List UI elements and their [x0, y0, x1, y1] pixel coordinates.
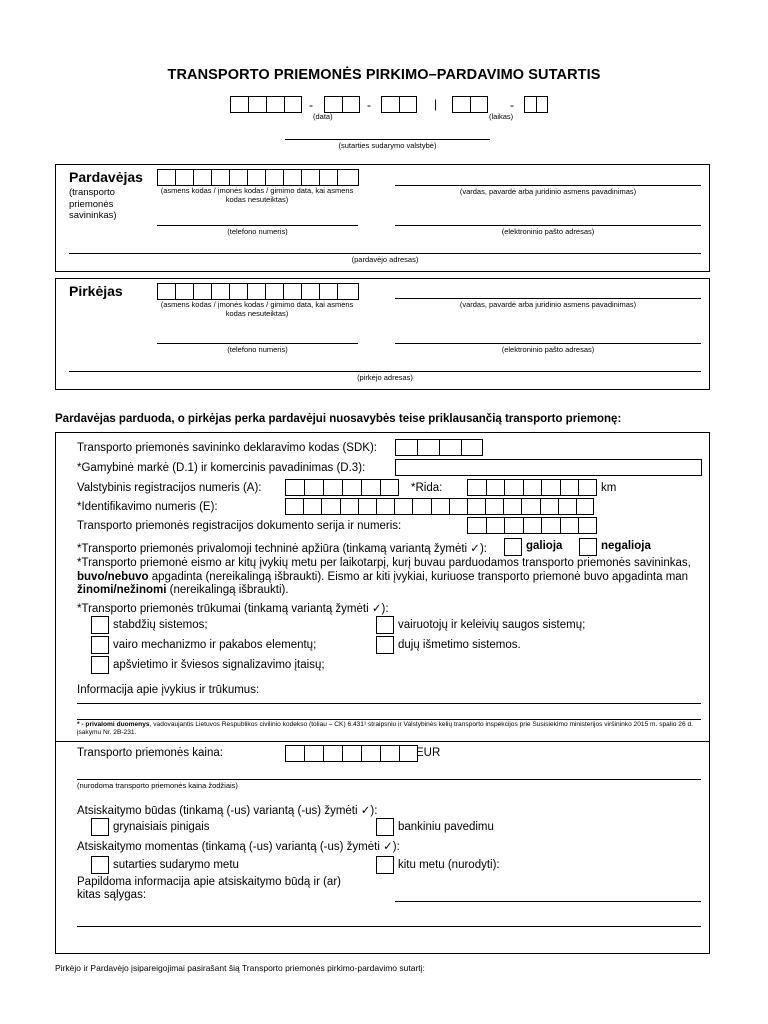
- mileage-cells[interactable]: [467, 479, 597, 496]
- date-hint: (data): [313, 112, 333, 121]
- date-day-cells[interactable]: [381, 96, 417, 113]
- damage-line-1: *Transporto priemonė eismo ar kitų įvykių metu per laikotarpį, kurį buvau parduodamos transporto priemonės savininkas,: [77, 557, 691, 569]
- page-title: TRANSPORTO PRIEMONĖS PIRKIMO–PARDAVIMO SUTARTIS: [167, 67, 601, 83]
- inspection-valid-label: galioja: [526, 540, 563, 552]
- make-label: *Gamybinė markė (D.1) ir komercinis pavadinimas (D.3):: [77, 462, 366, 474]
- incident-info-line[interactable]: [77, 703, 701, 704]
- date-year-cells[interactable]: [230, 96, 302, 113]
- inspection-label: *Transporto priemonės privalomoji techninė apžiūra (tinkamą variantą žymėti ✓):: [77, 543, 487, 555]
- seller-name-hint: (vardas, pavardė arba juridinio asmens pavadinimas): [459, 187, 637, 196]
- damage-line-3: (nereikalingą išbraukti).: [166, 584, 289, 596]
- seller-email-hint: (elektroninio pašto adresas): [501, 227, 595, 236]
- footnote: [77, 721, 705, 737]
- buyer-email-hint: (elektroninio pašto adresas): [501, 345, 595, 354]
- extra-info-line-1: Papildoma informacija apie atsiskaitymo būdą ir (ar): [77, 876, 341, 888]
- footnote-rule: [77, 719, 701, 720]
- inspection-invalid-checkbox[interactable]: [579, 538, 597, 556]
- price-words-hint: (nurodoma transporto priemonės kaina žodžiais): [77, 781, 238, 790]
- defect-lighting-checkbox[interactable]: [91, 656, 109, 674]
- payment-moment-label: Atsiskaitymo momentas (tinkamą (-us) variantą (-us) žymėti ✓):: [77, 841, 400, 853]
- defect-lighting-label: apšvietimo ir šviesos signalizavimo įtaisų;: [113, 659, 325, 671]
- footnote-required: * - privalomi duomenys: [77, 721, 150, 728]
- seller-heading: Pardavėjas: [69, 169, 143, 185]
- damage-line-2: apgadinta (nereikalingą išbraukti). Eismo ar kiti įvykiai, kuriuose transporto priemonė buvo apgadinta man: [148, 570, 689, 583]
- damage-was-wasnt: buvo/nebuvo: [77, 570, 149, 583]
- date-dash-2: -: [367, 98, 371, 112]
- price-words-line[interactable]: [77, 779, 701, 780]
- bank-transfer-label: bankiniu pavedimu: [398, 821, 494, 833]
- cash-checkbox[interactable]: [91, 818, 109, 836]
- at-signing-checkbox[interactable]: [91, 856, 109, 874]
- footnote-text: , vadovaujantis Lietuvos Respublikos civilinio kodekso (toliau – CK) 6.431¹ straipsniu ir Valstybinės kelių transporto inspekcijos prie Susisiekimo ministerijos viršininko 2015 m. spalio 26 d. įsakymu Nr. 2B-231.: [77, 721, 693, 736]
- reg-doc-label: Transporto priemonės registracijos dokumento serija ir numeris:: [77, 520, 402, 532]
- cash-label: grynaisiais pinigais: [113, 821, 210, 833]
- buyer-heading: Pirkėjas: [69, 283, 123, 299]
- time-hint: (laikas): [489, 112, 514, 121]
- other-time-label: kitu metu (nurodyti):: [398, 859, 500, 871]
- vin-cells[interactable]: [285, 498, 594, 515]
- price-cells[interactable]: [285, 745, 418, 762]
- payment-method-label: Atsiskaitymo būdas (tinkamą (-us) variantą (-us) žymėti ✓):: [77, 805, 378, 817]
- defect-safety-checkbox[interactable]: [376, 616, 394, 634]
- defect-brakes-label: stabdžių sistemos;: [113, 619, 208, 631]
- buyer-phone-line[interactable]: [157, 343, 358, 344]
- buyer-code-hint: (asmens kodas / įmonės kodas / gimimo data, kai asmens kodas nesuteiktas): [160, 300, 354, 318]
- buyer-phone-hint: (telefono numeris): [227, 345, 288, 354]
- currency-label: EUR: [416, 747, 441, 759]
- damage-known-unknown: žinomi/nežinomi: [77, 584, 167, 596]
- defect-exhaust-label: dujų išmetimo sistemos.: [398, 639, 521, 651]
- buyer-email-line[interactable]: [395, 343, 701, 344]
- defect-steering-checkbox[interactable]: [91, 636, 109, 654]
- buyer-name-line[interactable]: [395, 298, 701, 299]
- defects-label: *Transporto priemonės trūkumai (tinkamą variantą žymėti ✓):: [77, 603, 389, 615]
- seller-email-line[interactable]: [395, 225, 701, 226]
- bank-transfer-checkbox[interactable]: [376, 818, 394, 836]
- date-month-cells[interactable]: [324, 96, 360, 113]
- inspection-invalid-label: negalioja: [601, 540, 651, 552]
- buyer-address-line[interactable]: [69, 371, 701, 372]
- state-hint: (sutarties sudarymo valstybė): [338, 141, 437, 150]
- make-field[interactable]: [395, 459, 702, 476]
- extra-info-line-2: kitas sąlygas:: [77, 889, 147, 901]
- damage-statement: [77, 557, 707, 598]
- seller-subheading: (transporto priemonės savininkas): [69, 187, 117, 221]
- extra-info-line-b[interactable]: [77, 926, 701, 927]
- defect-brakes-checkbox[interactable]: [91, 616, 109, 634]
- time-hour-cells[interactable]: [452, 96, 488, 113]
- sdk-cells[interactable]: [395, 439, 483, 456]
- mileage-label: *Rida:: [411, 482, 443, 494]
- inspection-valid-checkbox[interactable]: [504, 538, 522, 556]
- defect-exhaust-checkbox[interactable]: [376, 636, 394, 654]
- state-line[interactable]: [285, 139, 490, 140]
- reg-number-cells[interactable]: [285, 479, 399, 496]
- incident-info-label: Informacija apie įvykius ir trūkumus:: [77, 684, 260, 696]
- date-time-divider: |: [434, 97, 438, 111]
- sdk-label: Transporto priemonės savininko deklaravimo kodas (SDK):: [77, 442, 377, 454]
- reg-doc-cells[interactable]: [467, 517, 597, 534]
- buyer-address-hint: (pirkėjo adresas): [357, 373, 413, 382]
- defect-steering-label: vairo mechanizmo ir pakabos elementų;: [113, 639, 317, 651]
- buyer-name-hint: (vardas, pavardė arba juridinio asmens pavadinimas): [459, 300, 637, 309]
- vin-label: *Identifikavimo numeris (E):: [77, 501, 218, 513]
- time-dash: -: [510, 98, 514, 112]
- date-dash-1: -: [309, 98, 313, 112]
- seller-code-hint: (asmens kodas / įmonės kodas / gimimo data, kai asmens kodas nesuteiktas): [160, 186, 354, 204]
- extra-info-label: [77, 876, 341, 902]
- intro-text: Pardavėjas parduoda, o pirkėjas perka pardavėjui nuosavybės teise priklausančią transporto priemonę:: [55, 413, 622, 425]
- reg-number-label: Valstybinis registracijos numeris (A):: [77, 482, 262, 494]
- km-unit: km: [601, 482, 617, 494]
- time-minute-cells[interactable]: [524, 96, 548, 113]
- other-time-checkbox[interactable]: [376, 856, 394, 874]
- extra-info-line-a[interactable]: [395, 901, 701, 902]
- seller-name-line[interactable]: [395, 185, 701, 186]
- at-signing-label: sutarties sudarymo metu: [113, 859, 239, 871]
- obligations-text: Pirkėjo ir Pardavėjo įsipareigojimai pasirašant šią Transporto priemonės pirkimo-pardavimo sutartį:: [55, 963, 425, 973]
- price-label: Transporto priemonės kaina:: [77, 747, 223, 759]
- buyer-code-cells[interactable]: [157, 283, 359, 300]
- seller-address-line[interactable]: [69, 253, 701, 254]
- seller-phone-line[interactable]: [157, 225, 358, 226]
- defect-safety-label: vairuotojų ir keleivių saugos sistemų;: [398, 619, 586, 631]
- seller-phone-hint: (telefono numeris): [227, 227, 288, 236]
- seller-code-cells[interactable]: [157, 169, 359, 186]
- seller-address-hint: (pardavėjo adresas): [351, 255, 419, 264]
